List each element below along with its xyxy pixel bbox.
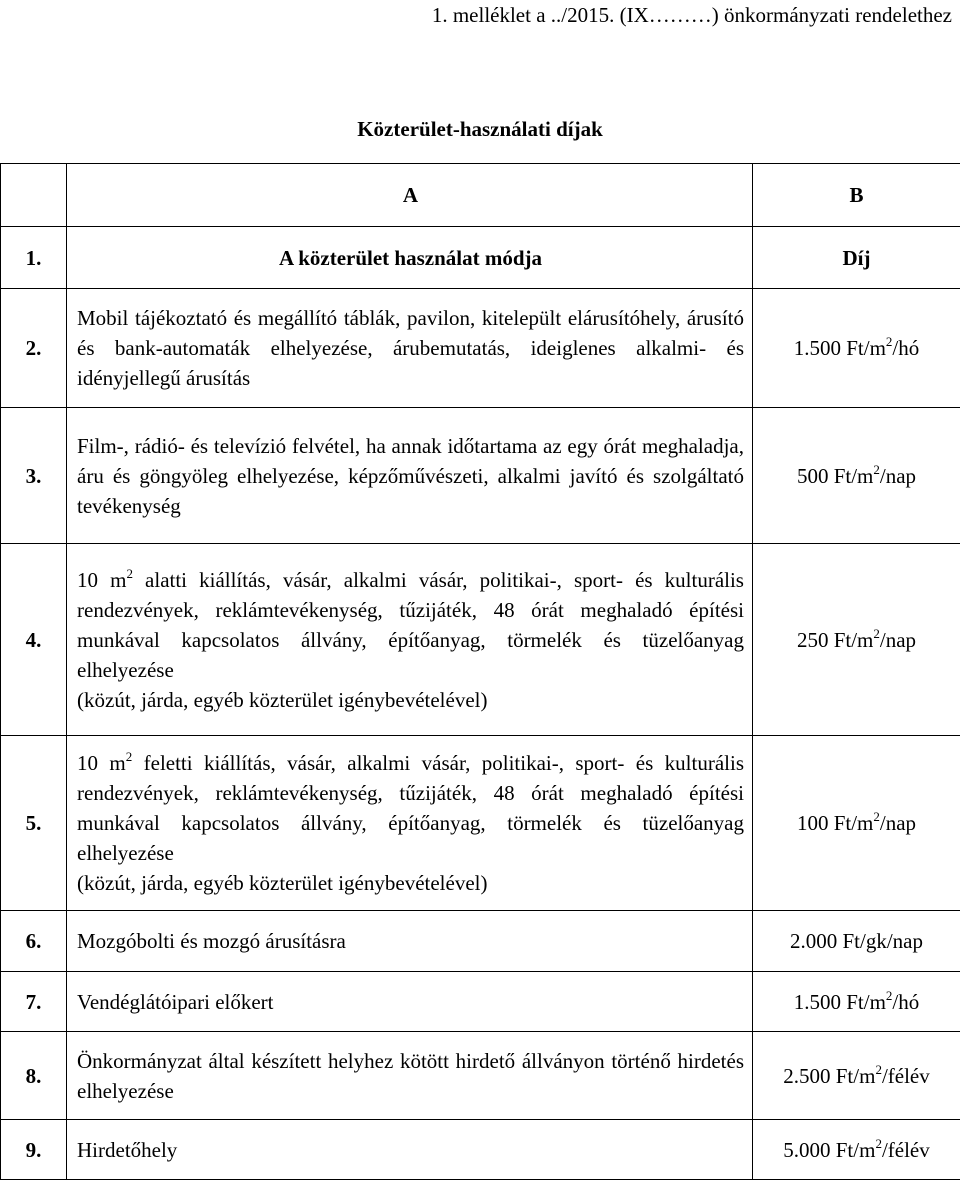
usage-description <box>67 1120 753 1180</box>
usage-description-text <box>77 565 744 685</box>
unit-exponent: 2 <box>885 987 893 1003</box>
area-limit: 10 m <box>77 567 127 592</box>
usage-description-body: alatti kiállítás, vásár, alkalmi vásár, politikai-, sport- és kulturális rendezvények, reklámtevékenység, tűzijáték, 48 órát meghaladó építési munkával kapcsolatos állvány, építőanyag, törmelék és tüzelőanyag elhelyezése <box>77 567 744 682</box>
fee-amount: 1.500 Ft/m <box>793 989 886 1014</box>
fee-period: /hó <box>892 336 920 360</box>
table-header-row <box>1 227 960 289</box>
fee-amount: 250 Ft/m <box>796 627 874 652</box>
usage-description-note: (közút, járda, egyéb közterület igénybevételével) <box>77 871 488 895</box>
table-row <box>1 1032 960 1120</box>
fee-value <box>753 911 960 972</box>
fee-value <box>753 408 960 544</box>
fee-amount: 100 Ft/m <box>796 811 874 835</box>
fee-value <box>753 544 960 736</box>
fee-amount: 1.500 Ft/m <box>793 336 886 360</box>
fee-period: /nap <box>879 811 917 835</box>
usage-description-text: Hirdetőhely <box>77 1137 178 1162</box>
usage-description-text: Önkormányzat által készített helyhez kötött hirdető állványon történő hirdetés elhelyezése <box>77 1048 744 1103</box>
row-number: 2. <box>1 289 67 408</box>
usage-description-text: Vendéglátóipari előkert <box>77 989 274 1014</box>
table-row <box>1 911 960 972</box>
table-row <box>1 736 960 911</box>
usage-description <box>67 972 753 1032</box>
unit-exponent: 2 <box>885 334 893 349</box>
unit-exponent: 2 <box>875 1135 882 1151</box>
annex-reference: 1. melléklet a ../2015. (IX………) önkormányzati rendelethez <box>431 3 952 27</box>
fee-period: /nap <box>879 627 917 652</box>
usage-description <box>67 408 753 544</box>
area-limit: 10 m <box>77 751 126 775</box>
fee-value <box>753 972 960 1032</box>
fee-period: /hó <box>892 989 920 1014</box>
unit-exponent: 2 <box>873 461 880 477</box>
fee-header: Díj <box>753 227 960 289</box>
usage-description <box>67 736 753 911</box>
fee-amount: 500 Ft/m <box>796 463 874 488</box>
fee-value <box>753 289 960 408</box>
unit-exponent: 2 <box>873 625 880 641</box>
unit-exponent: 2 <box>125 749 133 764</box>
usage-description-text: Mozgóbolti és mozgó árusításra <box>77 929 346 953</box>
usage-description <box>67 289 753 408</box>
table-row <box>1 972 960 1032</box>
page-title: Közterület-használati díjak <box>357 117 603 141</box>
table-row <box>1 289 960 408</box>
fees-table <box>0 163 960 1180</box>
table-row <box>1 544 960 736</box>
fee-value <box>753 736 960 911</box>
fee-period: /nap <box>879 463 917 488</box>
table-row <box>1 1120 960 1180</box>
fee-amount: 2.500 Ft/m <box>783 1063 876 1088</box>
usage-mode-header: A közterület használat módja <box>67 227 753 289</box>
usage-description-text: Mobil tájékoztató és megállító táblák, pavilon, kitelepült elárusítóhely, árusító és bank-automaták elhelyezése, árubemutatás, ideiglenes alkalmi- és idényjellegű árusítás <box>77 306 744 390</box>
column-letter-a: A <box>67 164 753 227</box>
column-letters-row <box>1 164 960 227</box>
usage-description-body: feletti kiállítás, vásár, alkalmi vásár, politikai-, sport- és kulturális rendezvények, reklámtevékenység, tűzijáték, 48 órát meghaladó építési munkával kapcsolatos állvány, építőanyag, törmelék és tüzelőanyag elhelyezése <box>77 751 744 865</box>
row-number: 6. <box>1 911 67 972</box>
row-number: 7. <box>1 972 67 1032</box>
row-number: 1. <box>1 227 67 289</box>
column-letter-empty <box>1 164 67 227</box>
unit-exponent: 2 <box>126 565 133 581</box>
fee-value <box>753 1032 960 1120</box>
fee-value <box>753 1120 960 1180</box>
row-number: 8. <box>1 1032 67 1120</box>
usage-description <box>67 1032 753 1120</box>
row-number: 3. <box>1 408 67 544</box>
column-letter-b: B <box>753 164 960 227</box>
fee-period: /félév <box>881 1063 930 1088</box>
fee-period: /félév <box>881 1137 930 1162</box>
usage-description <box>67 911 753 972</box>
table-row <box>1 408 960 544</box>
row-number: 9. <box>1 1120 67 1180</box>
fee-amount: 2.000 Ft/gk/nap <box>789 929 923 953</box>
usage-description-text: Film-, rádió- és televízió felvétel, ha annak időtartama az egy órát meghaladja, áru és göngyöleg elhelyezése, képzőművészeti, alkalmi javító és szolgáltató tevékenység <box>77 433 744 518</box>
fee-amount: 5.000 Ft/m <box>783 1137 876 1162</box>
unit-exponent: 2 <box>875 1061 882 1077</box>
usage-description-note: (közút, járda, egyéb közterület igénybevételével) <box>77 687 488 712</box>
usage-description <box>67 544 753 736</box>
row-number: 4. <box>1 544 67 736</box>
unit-exponent: 2 <box>873 809 880 824</box>
row-number: 5. <box>1 736 67 911</box>
usage-description-text <box>77 748 744 868</box>
